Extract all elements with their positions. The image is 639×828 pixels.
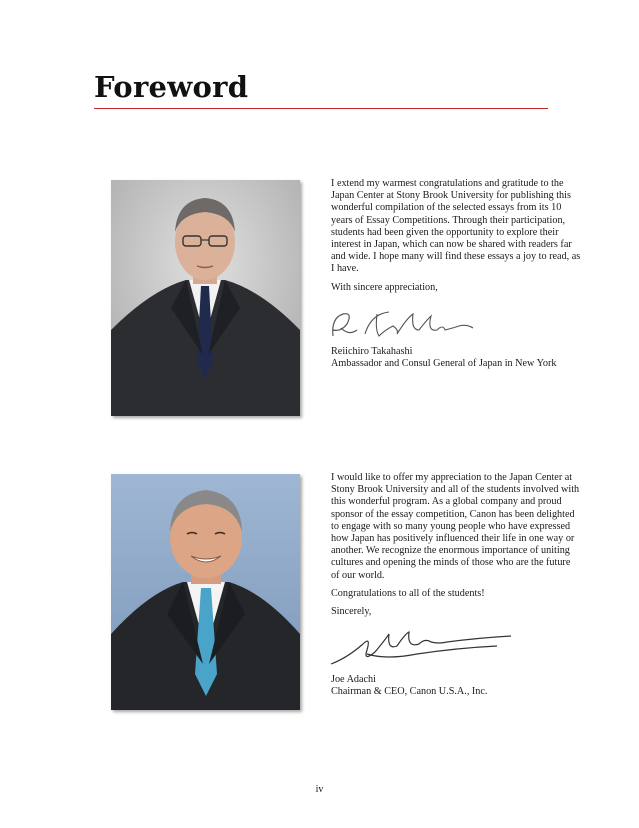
title-rule	[94, 108, 548, 109]
portrait-illustration	[111, 180, 300, 416]
congratulations-line: Congratulations to all of the students!	[331, 587, 485, 599]
portrait-photo-adachi	[111, 474, 300, 710]
foreword-message-2	[331, 472, 581, 699]
portrait-illustration	[111, 474, 300, 710]
message-body: I extend my warmest congratulations and gratitude to the Japan Center at Stony Brook University for publishing this wonderful compilation of the selected essays from its 10 years of Essay Competitions. Through their participation, students had been given the opportunity to explore their interest in Japan, which can now be shared with readers far and wide. I hope many will find these essays a joy to read, as I have.	[331, 178, 581, 275]
message-body: I would like to offer my appreciation to the Japan Center at Stony Brook University and all of the students involved with this wonderful program. As a global company and proud sponsor of the essay competition, Canon has been delighted to engage with so many young people who have expressed how Japan has positively influenced their life in one way or another. We recognize the enormous importance of uniting cultures and opening the minds of those who are the future of our world.	[331, 472, 580, 581]
signatory-name: Joe Adachi	[331, 674, 376, 686]
signatory-title: Chairman & CEO, Canon U.S.A., Inc.	[331, 686, 488, 698]
foreword-message-1	[331, 178, 581, 370]
portrait-photo-takahashi	[111, 180, 300, 416]
signature-adachi	[327, 624, 517, 670]
closing-line: With sincere appreciation,	[331, 281, 438, 293]
closing-line: Sincerely,	[331, 606, 372, 618]
page-number: iv	[315, 784, 324, 795]
page-title: Foreword	[94, 70, 249, 104]
signatory-title: Ambassador and Consul General of Japan in New York	[331, 358, 557, 370]
signature-takahashi	[327, 300, 477, 342]
signatory-name: Reiichiro Takahashi	[331, 345, 413, 357]
